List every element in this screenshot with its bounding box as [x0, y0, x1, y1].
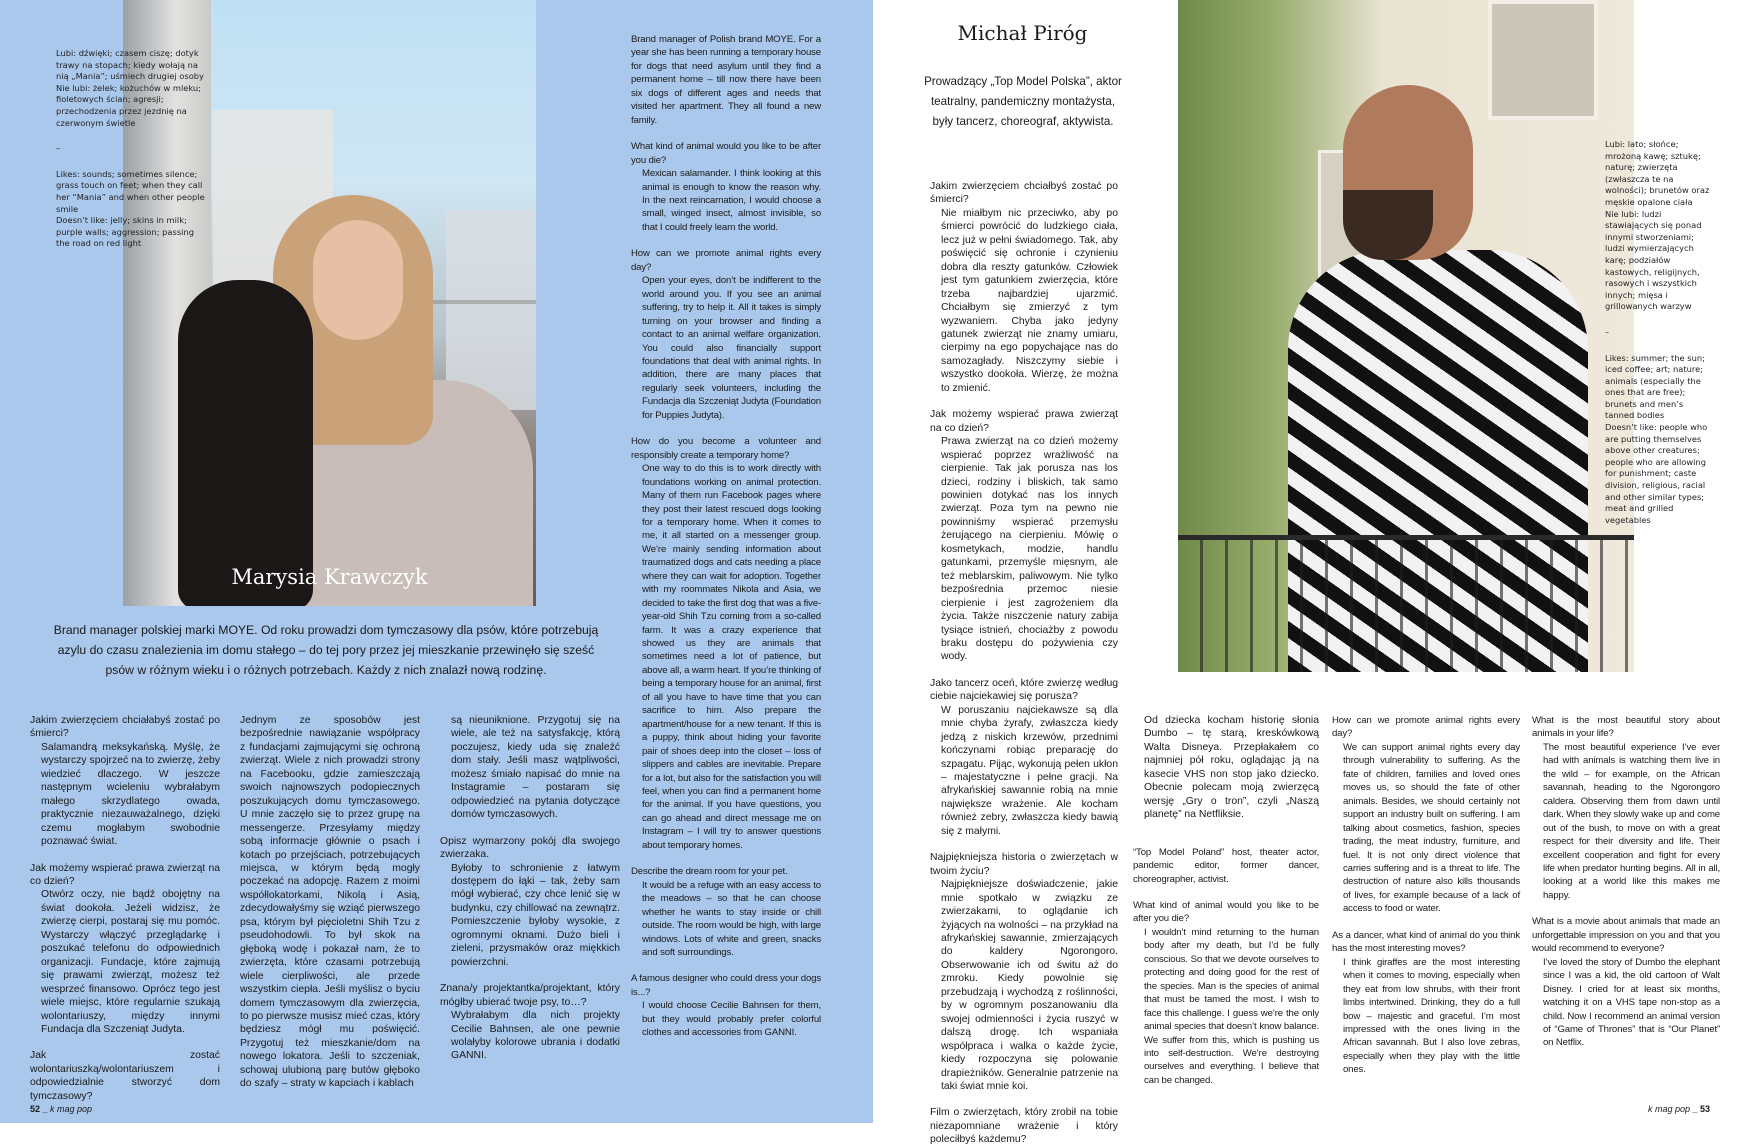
interview-answer: I wouldn’t mind returning to the human body after my death, but I’d be fully conscious. So that we devote ourselves to protecting and doing good for the rest of the species. Man is the species of animal that must be tamed the most. I wish to face this challenge. I guess we’re the only animal species that doesn’t know balance. We suffer from this, which is pushing us into self-destruction. We’re destroying ourselves and everything. I believe that can be changed.	[1144, 926, 1319, 1086]
article-column	[930, 180, 1118, 1147]
interview-question: A famous designer who could dress your dogs is...?	[631, 973, 821, 998]
interview-question: How can we promote animal rights every day?	[631, 248, 821, 273]
interview-question: Jakim zwierzęciem chciałabyś zostać po śmierci?	[30, 715, 220, 740]
likes-sidenote-right	[1605, 139, 1715, 526]
likes-sidenote-left	[56, 48, 208, 250]
interview-answer: Open your eyes, don’t be indifferent to the world around you. If you see an animal suffering, try to help it. All it takes is simply turning on your browser and finding a contact to an animal welfare organization. You could also financially support foundations that deal with animal rights. In addition, there are many places that regularly seek volunteers, including the Fundacja dla Szczeniąt Judyta (Foundation for Puppies Judyta).	[642, 275, 821, 421]
article-column	[30, 714, 220, 1103]
page-folio	[1648, 1104, 1710, 1115]
folio-separator: _	[40, 1104, 51, 1114]
text-paragraph: Jednym ze sposobów jest bezpośrednie nawiązanie współpracy z fundacjami zajmującymi się ochroną zwierząt. Wiele z nich prowadzi strony na Facebooku, gdzie zamieszczają swoich najnowszych podopiecznych poszukujących domu tymczasowego. U mnie zaczęło się to przez grupę na messengerze. Przesyłamy między sobą informacje głównie o psach i kotach po przejściach, potrzebujących miejsca, w którym będą mogły poczekać na adopcję. Razem z moimi współlokatorkami, Nikolą i Asią, zdecydowałyśmy się wziąć pierwszego psa, którym był pięcioletni Shih Tzu z pseudohodowli. To był skok na głęboką wodę i pokazał nam, że to zwierzęta, które czasami potrzebują wiele cierpliwości, ale przede wszystkim ciepła. Jeśli myślisz o byciu domem tymczasowym dla zwierzęcia, to po pierwsze musisz mieć czas, który będziesz mógł mu poświęcić. Przygotuj też mieszkanie/dom na nowego lokatora. Jeśli to szczeniak, schowaj ulubioną parę butów głęboko do szafy – straty w kapciach i kablach	[240, 715, 420, 1090]
dislikes-pl: Nie lubi: ludzi stawiających się ponad innymi stworzeniami; ludzi wymierzających karę; podziałów kastowych, religijnych, rasowych i wszystkich innych; mięsa i grillowanych warzyw	[1605, 208, 1702, 312]
dislikes-en: Doesn’t like: people who are putting themselves above other creatures; people who are allowing for punishment; caste division, religious, racial and other similar types; meat and grilled vegetables	[1605, 422, 1708, 525]
interview-answer: I think giraffes are the most interesting when it comes to moving, especially when they eat from low shrubs, with their front limbs intertwined. Drinking, they do a full bow – majestic and graceful. I’m most impressed with the ones living in the African savannah. But I also love zebras, especially when they play with the little ones.	[1343, 956, 1520, 1076]
dislikes-pl: Nie lubi: żelek; kożuchów w mleku; fioletowych ścian; agresji; przechodzenia przez jezdnię na czerwonym świetle	[56, 82, 201, 128]
likes-en: Likes: summer; the sun; iced coffee; art; nature; animals (especially the ones that are free); brunets and men’s tanned bodies	[1605, 352, 1705, 421]
interview-answer: Mexican salamander. I think looking at this animal is enough to know the reason why. In the next reincarnation, I would choose a small, winged insect, almost invisible, so that I could freely learn the world.	[642, 168, 821, 233]
magazine-name: k mag pop	[50, 1104, 93, 1114]
interview-question: Jakim zwierzęciem chciałbyś zostać po śmierci?	[930, 181, 1118, 206]
interview-question: Jak możemy wspierać prawa zwierząt na co dzień?	[30, 862, 220, 887]
portrait-photo-michal	[1178, 0, 1634, 672]
article-column	[1133, 714, 1319, 1087]
magazine-name: k mag pop	[1648, 1104, 1691, 1114]
interview-question: Najpiękniejsza historia o zwierzętach w twoim życiu?	[930, 852, 1118, 877]
interview-question: How can we promote animal rights every day?	[1332, 715, 1520, 740]
photo-balcony-railing	[1178, 535, 1634, 672]
interview-answer: Otwórz oczy, nie bądź obojętny na świat dookoła. Jeżeli widzisz, że zwierzę cierpi, postaraj się mu pomóc. Wystarczy włączyć przeglądarkę i poszukać telefonu do odpowiednich organizacji. Fundacje, które zajmują się prawami zwierząt, możesz też wesprzeć finansowo. Oprócz tego jest wiele miejsc, które regularnie szukają wolontariuszy, między innymi Fundacja dla Szczeniąt Judyta.	[41, 889, 220, 1035]
article-column-english	[1332, 714, 1520, 1077]
interview-answer: Najpiękniejsze doświadczenie, jakie mnie spotkało w związku ze zwierzakami, to oglądanie ich żyjących na wolności – na przykład na afrykańskiej sawannie, zmierzających do kaldery Ngorongoro. Obserwowanie ich od świtu aż do zmroku. Kiedy powolnie się przebudzają i wychodzą z roślinności, by w ogromnym poszanowaniu dla swojej odmienności i życia ruszyć w dalszą drogę. Ich wspaniała współpraca i walka o każde życie, kiedy rozpoczyna się polowanie drapieżników. Generalnie patrzenie na taki świat mnie koi.	[941, 879, 1118, 1092]
interview-answer: I would choose Cecilie Bahnsen for them, but they would probably prefer colorful clothes and accessories from GANNI.	[642, 1000, 821, 1039]
text-paragraph: Brand manager of Polish brand MOYE. For a year she has been running a temporary house for dogs that need asylum until they find a permanent home – till now there have been six dogs of different ages and needs that visited her apartment. They all found a new family.	[631, 34, 821, 126]
interview-question: How do you become a volunteer and responsibly create a temporary home?	[631, 436, 821, 461]
interview-answer: Wybrałabym dla nich projekty Cecilie Bahnsen, ale one pewnie wolałyby kolorowe ubrania i dodatki GANNI.	[451, 1010, 620, 1062]
person-name-title: Michał Piróg	[957, 21, 1088, 45]
interview-answer: Nie miałbym nic przeciwko, aby po śmierci powrócić do ludzkiego ciała, lecz już w pełni świadomego. Tak, aby poświęcić się ochronie i czynieniu dobra dla reszty gatunków. Człowiek jest tym gatunkiem zwierzęcia, które trzeba najbardziej ujarzmić. Chciałbym się zmierzyć z tym wyzwaniem. Chyba jako jedyny gatunek zwierząt nie znamy umiaru, cierpimy na ego popychające nas do samozagłady. Niszczymy siebie i wszystko dookoła. Wierzę, że można to zmienić.	[941, 207, 1118, 394]
photo-person-beard	[1343, 190, 1433, 260]
interview-answer: One way to do this is to work directly with foundations working on animal protection. Many of them run Facebook pages where they post their latest rescued dogs looking for a temporary home. When it comes to me, it all started on a messenger group. We’re mainly sending information about traumatized dogs and cats needing a place where they can wait for adoption. Together with my roommates Nikola and Asia, we decided to take the first dog that was a five-year-old Shih Tzu coming from a so-called farm. It was a crazy experience that showed us they are animals that sometimes need a lot of patience, but above all, a warm heart. If you’re thinking of being a temporary house for an animal, first of all you have to have time that you can sacrifice to him. Also prepare the apartment/house for a new tenant. If this is a puppy, think about hiding your favorite pair of shoes deep into the closet – loss of slippers and cables are inevitable. Prepare for a lot, but also for the satisfaction you will feel, when you can find a permanent home for the animal. If you have questions, you can go ahead and direct message me on Instagram – I will try to answer questions about temporary homes.	[642, 463, 821, 851]
interview-question: Jak zostać wolontariuszką/wolontariuszem i odpowiedzialnie stworzyć dom tymczasowy?	[30, 1050, 220, 1102]
interview-question: Describe the dream room for your pet.	[631, 866, 788, 878]
page-folio	[30, 1104, 92, 1115]
dislikes-en: Doesn’t like: jelly; skins in milk; purple walls; aggression; passing the road on red light	[56, 215, 194, 249]
text-paragraph: “Top Model Poland” host, theater actor, pandemic editor, former dancer, choreographer, activist.	[1133, 846, 1319, 885]
interview-answer: Salamandrą meksykańską. Myślę, że wystarczy spojrzeć na to zwierzę, żeby wiedzieć dlaczego. W jeszcze następnym wcieleniu wybrałabym małego skrzydlatego owada, praktycznie niezauważalnego, dzięki czemu mogłabym swobodnie poznawać świat.	[41, 741, 221, 848]
article-column-english	[1532, 714, 1720, 1050]
photo-dog	[178, 280, 313, 606]
interview-question: As a dancer, what kind of animal do you think has the most interesting moves?	[1332, 929, 1520, 955]
folio-separator: _	[1690, 1104, 1701, 1114]
interview-answer: I’ve loved the story of Dumbo the elephant since I was a kid, the old cartoon of Walt Disney. I cried for at least six months, watching it on a VHS tape non-stop as a child. Now I recommend an animal version of “Game of Thrones” that is “Our Planet” on Netflix.	[1543, 956, 1720, 1049]
interview-question: Jako tancerz oceń, które zwierzę według ciebie najciekawiej się porusza?	[930, 677, 1118, 703]
likes-en: Likes: sounds; sometimes silence; grass touch on feet; when they call her “Mania” and when other people smile	[56, 168, 205, 214]
interview-answer: Prawa zwierząt na co dzień możemy wspierać poprzez wrażliwość na cierpienie. Tak jak porusza nas los dzieci, rodziny i bliskich, tak samo powinien dotykać nas los innych zwierząt. Poza tym na pewno nie powinniśmy wspierać przemysłu żerującego na cierpieniu. Mówię o kosmetykach, modzie, handlu gatunkami, przemyśle mięsnym, ale też meblarskim, paliwowym. Nie tylko bezpośrednia przemoc niesie cierpienie i jest zagrożeniem dla życia. Także niszczenie natury zabija tysiące istnień, chociażby z powodu braku dostępu do pożywienia czy wody.	[941, 436, 1118, 663]
interview-answer: It would be a refuge with an easy access to the meadows – so that he can choose whether he wants to stay inside or chill outside. The room would be high, with large windows. Lots of white and green, snacks and soft surroundings.	[642, 879, 821, 958]
article-column	[440, 714, 620, 1063]
interview-answer: We can support animal rights every day through vulnerability to suffering. As the fate of children, families and loved ones moves us, so should the fate of other animals. Besides, we should certainly not support an industry built on suffering. I am talking about cosmetics, fashion, species trading, the meat industry, furniture, and fuel. It is not only direct violence that carries suffering and is a threat to life. The destruction of nature also kills thousands of lives, for example because of a lack of access to food or water.	[1343, 741, 1520, 915]
divider-dash: –	[1605, 326, 1610, 337]
interview-answer: są nieuniknione. Przygotuj się na wiele, ale też na satysfakcję, którą poczujesz, kiedy uda się znaleźć dom stały. Jeśli masz wątpliwości, możesz śmiało napisać do mnie na Instagramie – postaram się odpowiedzieć na pytania dotyczące domów tymczasowych.	[451, 715, 620, 821]
intro-paragraph-pl: Brand manager polskiej marki MOYE. Od roku prowadzi dom tymczasowy dla psów, które potrzebują azylu do czasu znalezienia im domu stałego – do tej pory przez jej mieszkanie przewinęło się sześć psów w różnym wieku i o różnych potrzebach. Każdy z nich znalazł nową rodzinę.	[53, 623, 599, 677]
article-column-english	[631, 33, 821, 1040]
intro-paragraph-pl: Prowadzący „Top Model Polska”, aktor teatralny, pandemiczny montażysta, były tancerz, choreograf, aktywista.	[924, 75, 1122, 128]
interview-answer: Byłoby to schronienie z łatwym dostępem do łąki – tak, żeby sam mógł wybierać, czy chce lenić się w budynku, czy chillować na zewnątrz. Pomieszczenie byłoby wysokie, z ogromnymi oknami. Dużo bieli i zieleni, przysmaków oraz miękkich powierzchni.	[451, 862, 620, 968]
interview-question: What kind of animal would you like to be after you die?	[1133, 899, 1319, 925]
interview-question: Jak możemy wspierać prawa zwierząt na co dzień?	[930, 409, 1118, 434]
interview-question: What is a movie about animals that made an unforgettable impression on you and that you would recommend to everyone?	[1532, 916, 1720, 955]
article-column	[240, 714, 420, 1091]
person-name-caption: Marysia Krawczyk	[231, 565, 428, 589]
photo-window	[1488, 0, 1598, 120]
interview-answer: Od dziecka kocham historię słonia Dumbo – tę starą, kreskówkową Walta Disneya. Przepłakałem co najmniej pół roku, oglądając ją na kasecie VHS non stop jako dziecko. Obecnie polecam moją zwierzęcą wersję „Gry o tron”, czyli „Naszą planetę” na Netfliksie.	[1144, 715, 1319, 821]
interview-question: What is the most beautiful story about animals in your life?	[1532, 715, 1720, 740]
page-number: 53	[1700, 1104, 1711, 1114]
interview-question: Znana/y projektantka/projektant, który mógłby ubierać twoje psy, to…?	[440, 983, 620, 1008]
likes-pl: Lubi: dźwięki; czasem ciszę; dotyk trawy na stopach; kiedy wołają na nią „Mania”; uśmiech drugiej osoby	[56, 48, 204, 82]
interview-answer: The most beautiful experience I’ve ever had with animals is watching them live in the wild – for example, on the African savannah, heading to the Ngorongoro caldera. Observing them from dawn until dark. When they slowly wake up and come out of the bush, to move on with a great respect for their diversity and life. Their excellent cooperation and fight for every life when predator hunting begins. All in all, looking at a world like this makes me happy.	[1543, 741, 1720, 901]
page-number: 52	[30, 1104, 41, 1114]
interview-question: What kind of animal would you like to be after you die?	[631, 141, 821, 166]
likes-pl: Lubi: lato; słońce; mrożoną kawę; sztukę; naturę; zwierzęta (zwłaszcza te na wolności); brunetów oraz męskie opalone ciała	[1605, 139, 1710, 207]
interview-answer: W poruszaniu najciekawsze są dla mnie chyba żyrafy, zwłaszcza kiedy jedzą z niskich krzewów, przednimi kończynami robiąc preparację do szpagatu. Pijąc, wykonują pełen ukłon – majestatyczne i pełne gracji. Na afrykańskiej sawannie robią na mnie największe wrażenie. Ale kocham również zebry, zwłaszcza kiedy bawią się z małymi.	[941, 704, 1118, 837]
interview-question: Opisz wymarzony pokój dla swojego zwierzaka.	[440, 835, 620, 861]
photo-person-face	[313, 220, 403, 340]
divider-dash: –	[56, 143, 61, 154]
interview-question: Film o zwierzętach, który zrobił na tobie niezapomniane wrażenie i który poleciłbyś każdemu?	[930, 1107, 1118, 1146]
